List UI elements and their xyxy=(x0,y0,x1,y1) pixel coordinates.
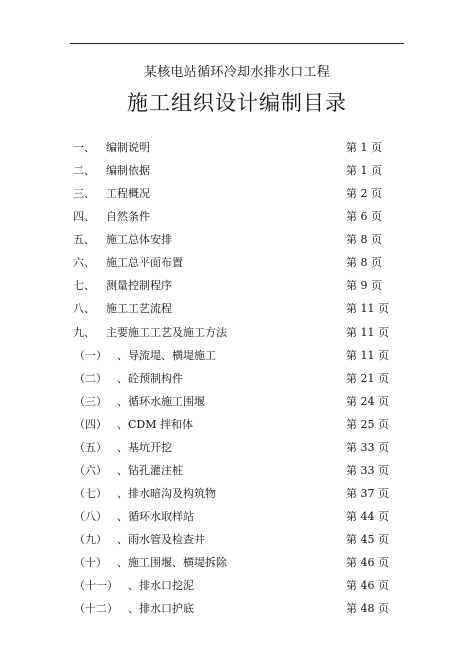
toc-entry-number: （六） xyxy=(74,463,107,477)
toc-entry-page: 第 24 页 xyxy=(346,394,389,408)
toc-entry-label: 、排水口护底 xyxy=(128,602,194,616)
toc-entry xyxy=(0,297,474,320)
toc-entry-page: 第 46 页 xyxy=(346,556,389,570)
toc-entry-label: 、基坑开挖 xyxy=(117,440,172,454)
toc-entry xyxy=(0,205,474,228)
toc-entry-number: 三、 xyxy=(73,187,95,201)
toc-entry-page: 第 11 页 xyxy=(346,302,389,316)
toc-entry-label: 、CDM 拌和体 xyxy=(117,417,193,431)
toc-entry-number: 九、 xyxy=(73,325,95,339)
toc-entry-page: 第 1 页 xyxy=(346,164,382,178)
toc-entry-number: （十一） xyxy=(74,579,118,593)
toc-entry-page: 第 11 页 xyxy=(346,348,389,362)
toc-entry xyxy=(0,321,474,344)
toc-entry-label: 、排水口挖泥 xyxy=(128,579,194,593)
toc-entry-number: （十） xyxy=(74,556,107,570)
toc-entry-label: 测量控制程序 xyxy=(106,279,172,293)
toc-entry-label: 自然条件 xyxy=(106,210,150,224)
toc-entry-number: （九） xyxy=(74,533,107,547)
toc-entry-number: （四） xyxy=(74,417,107,431)
table-of-contents xyxy=(0,136,474,620)
toc-entry-label: 、钻孔灌注桩 xyxy=(117,463,183,477)
toc-entry-page: 第 33 页 xyxy=(346,463,389,477)
toc-entry-number: （二） xyxy=(74,371,107,385)
toc-entry-page: 第 33 页 xyxy=(346,440,389,454)
toc-entry-label: 主要施工工艺及施工方法 xyxy=(106,325,227,339)
toc-subentry xyxy=(0,459,474,482)
toc-entry-page: 第 1 页 xyxy=(346,141,382,154)
toc-entry-label: 、循环水施工围堰 xyxy=(117,394,205,408)
toc-entry xyxy=(0,136,474,159)
toc-entry-number: 七、 xyxy=(73,279,95,293)
toc-entry-label: 施工总体安排 xyxy=(106,233,172,247)
toc-subentry xyxy=(0,413,474,436)
toc-entry-label: 编制说明 xyxy=(106,141,150,154)
toc-entry-page: 第 11 页 xyxy=(346,325,389,339)
toc-entry-page: 第 6 页 xyxy=(346,210,382,224)
toc-entry xyxy=(0,159,474,182)
toc-entry xyxy=(0,182,474,205)
toc-entry-label: 编制依据 xyxy=(106,164,150,178)
toc-entry-number: （十二） xyxy=(74,602,118,616)
toc-entry-page: 第 8 页 xyxy=(346,233,382,247)
project-subtitle: 某核电站循环冷却水排水口工程 xyxy=(143,65,331,80)
toc-subentry xyxy=(0,505,474,528)
toc-entry-page: 第 46 页 xyxy=(346,579,389,593)
toc-entry-number: （三） xyxy=(74,394,107,408)
toc-entry-page: 第 21 页 xyxy=(346,371,389,385)
toc-entry-number: （七） xyxy=(74,486,107,500)
toc-entry xyxy=(0,228,474,251)
toc-entry-page: 第 25 页 xyxy=(346,417,389,431)
toc-entry-label: 、排水暗沟及构筑物 xyxy=(117,486,216,500)
toc-entry-number: （一） xyxy=(74,348,107,362)
toc-entry-page: 第 45 页 xyxy=(346,533,389,547)
toc-entry-number: （五） xyxy=(74,440,107,454)
toc-entry-label: 工程概况 xyxy=(106,187,150,201)
document-title: 施工组织设计编制目录 xyxy=(127,91,347,115)
toc-subentry xyxy=(0,482,474,505)
toc-entry-page: 第 48 页 xyxy=(346,602,389,616)
toc-subentry xyxy=(0,436,474,459)
toc-entry-number: 一、 xyxy=(73,141,95,154)
toc-entry-label: 、导流堤、横堤施工 xyxy=(117,348,216,362)
header-rule xyxy=(70,43,404,44)
toc-entry-page: 第 44 页 xyxy=(346,510,389,523)
toc-subentry xyxy=(0,574,474,597)
toc-entry-label: 施工总平面布置 xyxy=(106,256,183,270)
toc-entry-page: 第 8 页 xyxy=(346,256,382,270)
toc-entry-number: 八、 xyxy=(73,302,95,316)
toc-entry-label: 、雨水管及检查井 xyxy=(117,533,205,547)
toc-subentry xyxy=(0,390,474,413)
toc-subentry xyxy=(0,597,474,620)
toc-entry-page: 第 37 页 xyxy=(346,486,389,500)
toc-entry xyxy=(0,251,474,274)
toc-subentry xyxy=(0,367,474,390)
toc-entry-label: 、循环水取样站 xyxy=(117,510,194,523)
toc-subentry xyxy=(0,344,474,367)
toc-entry-number: 二、 xyxy=(73,164,95,178)
toc-entry-number: 六、 xyxy=(73,256,95,270)
toc-entry-label: 、砼预制构件 xyxy=(117,371,183,385)
toc-entry-number: 四、 xyxy=(73,210,95,224)
toc-entry-number: （八） xyxy=(74,510,107,523)
toc-subentry xyxy=(0,528,474,551)
toc-entry-label: 、施工围堰、横堤拆除 xyxy=(117,556,227,570)
toc-entry-page: 第 9 页 xyxy=(346,279,382,293)
toc-subentry xyxy=(0,551,474,574)
toc-entry-number: 五、 xyxy=(73,233,95,247)
toc-entry-label: 施工工艺流程 xyxy=(106,302,172,316)
toc-entry xyxy=(0,274,474,297)
toc-entry-page: 第 2 页 xyxy=(346,187,382,201)
